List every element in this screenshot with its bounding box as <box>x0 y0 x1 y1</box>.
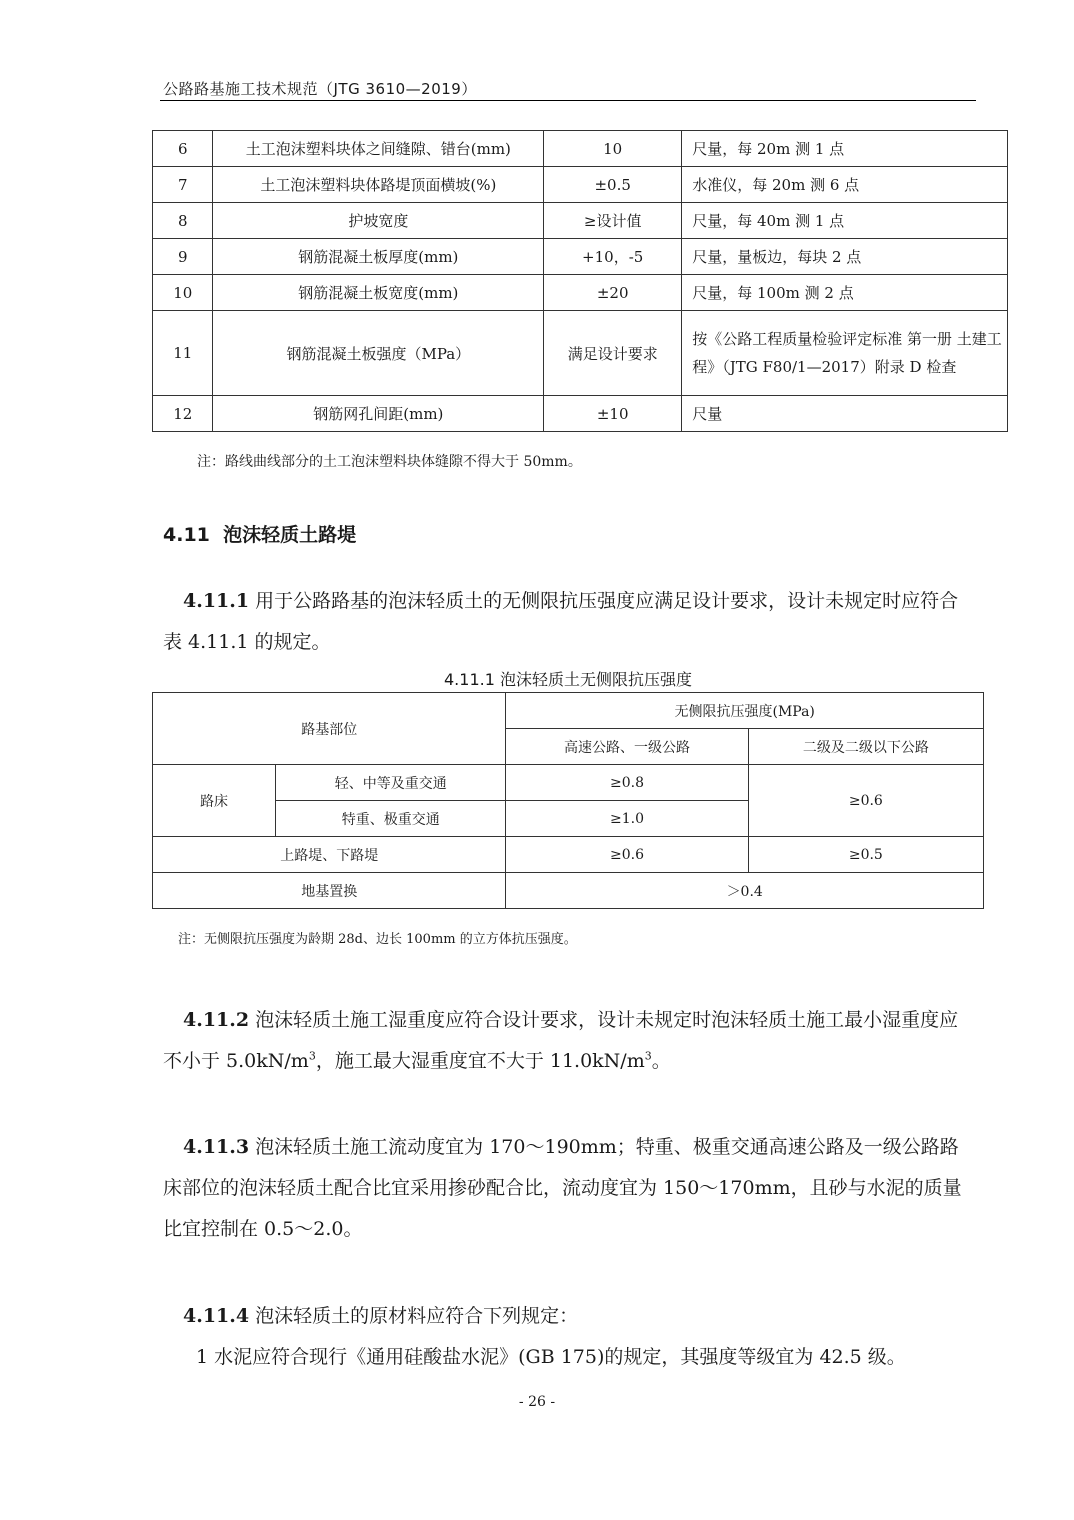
row-value: 满足设计要求 <box>544 311 682 396</box>
row-number: 12 <box>153 396 213 432</box>
cell-value: ≥1.0 <box>506 801 748 837</box>
row-method: 尺量 <box>682 396 1008 432</box>
header-strength: 无侧限抗压强度(MPa) <box>506 693 984 729</box>
page-number: - 26 - <box>518 1394 556 1410</box>
row-number: 6 <box>153 131 213 167</box>
superscript: 3 <box>644 1049 652 1063</box>
cell-roadbed: 路床 <box>153 765 276 837</box>
cell-heavy-traffic: 特重、极重交通 <box>276 801 506 837</box>
row-method: 尺量，量板边，每块 2 点 <box>682 239 1008 275</box>
row-value: ±20 <box>544 275 682 311</box>
row-item: 土工泡沫塑料块体之间缝隙、错台(mm) <box>213 131 544 167</box>
row-value: 10 <box>544 131 682 167</box>
clause-number: 4.11.2 <box>183 1009 250 1031</box>
cell-value: ≥0.8 <box>506 765 748 801</box>
table-row <box>153 203 1008 239</box>
row-item: 钢筋网孔间距(mm) <box>213 396 544 432</box>
table-row <box>153 131 1008 167</box>
row-value: +10，-5 <box>544 239 682 275</box>
cell-embankment: 上路堤、下路堤 <box>153 837 506 873</box>
clause-number: 4.11.3 <box>183 1136 250 1158</box>
superscript: 3 <box>308 1049 316 1063</box>
header-secondary: 二级及二级以下公路 <box>748 729 983 765</box>
section-number: 4.11 <box>163 524 210 546</box>
row-value: ±10 <box>544 396 682 432</box>
cell-value: ＞0.4 <box>506 873 984 909</box>
clause-text: 泡沫轻质土施工湿重度应符合设计要求，设计未规定时泡沫轻质土施工最小湿重度应不小于 5.0kN/m <box>163 1009 959 1072</box>
row-method: 尺量，每 100m 测 2 点 <box>682 275 1008 311</box>
row-number: 7 <box>153 167 213 203</box>
list-item: 1 水泥应符合现行《通用硅酸盐水泥》(GB 175)的规定，其强度等级宜为 42.5 级。 <box>196 1346 906 1368</box>
clause-4-11-2 <box>163 1000 973 1082</box>
clause-text: 。 <box>651 1050 671 1072</box>
row-number: 11 <box>153 311 213 396</box>
row-method: 按《公路工程质量检验评定标准 第一册 土建工程》（JTG F80/1—2017）附录 D 检查 <box>682 311 1008 396</box>
running-header: 公路路基施工技术规范（JTG 3610—2019） <box>163 80 477 98</box>
row-number: 10 <box>153 275 213 311</box>
cell-foundation: 地基置换 <box>153 873 506 909</box>
row-number: 9 <box>153 239 213 275</box>
clause-text: 泡沫轻质土施工流动度宜为 170～190mm；特重、极重交通高速公路及一级公路路床部位的泡沫轻质土配合比宜采用掺砂配合比，流动度宜为 150～170mm，且砂与水泥的质量比宜控制在 0.5～2.0。 <box>163 1136 962 1240</box>
table-row <box>153 396 1008 432</box>
clause-text: ，施工最大湿重度宜不大于 11.0kN/m <box>315 1050 645 1072</box>
clause-number: 4.11.4 <box>183 1305 250 1327</box>
table-note: 注：无侧限抗压强度为龄期 28d、边长 100mm 的立方体抗压强度。 <box>178 932 577 947</box>
row-value: ≥设计值 <box>544 203 682 239</box>
row-method: 尺量，每 20m 测 1 点 <box>682 131 1008 167</box>
cell-value: ≥0.5 <box>748 837 983 873</box>
row-method: 尺量，每 40m 测 1 点 <box>682 203 1008 239</box>
row-item: 护坡宽度 <box>213 203 544 239</box>
clause-4-11-4 <box>163 1296 973 1337</box>
clause-4-11-3 <box>163 1127 973 1250</box>
strength-table <box>152 692 984 909</box>
table-row <box>153 167 1008 203</box>
header-part: 路基部位 <box>153 693 506 765</box>
clause-text: 泡沫轻质土的原材料应符合下列规定： <box>255 1305 579 1327</box>
row-number: 8 <box>153 203 213 239</box>
header-rule <box>160 100 976 101</box>
inspection-table <box>152 130 1008 432</box>
clause-text: 用于公路路基的泡沫轻质土的无侧限抗压强度应满足设计要求，设计未规定时应符合表 4.11.1 的规定。 <box>163 590 959 653</box>
table-row <box>153 311 1008 396</box>
row-item: 钢筋混凝土板厚度(mm) <box>213 239 544 275</box>
table-caption: 4.11.1 泡沫轻质土无侧限抗压强度 <box>444 670 692 689</box>
cell-value: ≥0.6 <box>748 765 983 837</box>
row-method: 水准仪，每 20m 测 6 点 <box>682 167 1008 203</box>
clause-number: 4.11.1 <box>183 590 250 612</box>
cell-light-traffic: 轻、中等及重交通 <box>276 765 506 801</box>
row-item: 钢筋混凝土板宽度(mm) <box>213 275 544 311</box>
cell-value: ≥0.6 <box>506 837 748 873</box>
table-row <box>153 239 1008 275</box>
row-item: 钢筋混凝土板强度（MPa） <box>213 311 544 396</box>
header-highway: 高速公路、一级公路 <box>506 729 748 765</box>
clause-4-11-1 <box>163 581 973 663</box>
table-note: 注：路线曲线部分的土工泡沫塑料块体缝隙不得大于 50mm。 <box>197 454 582 470</box>
row-item: 土工泡沫塑料块体路堤顶面横坡(%) <box>213 167 544 203</box>
row-value: ±0.5 <box>544 167 682 203</box>
section-heading <box>163 520 356 547</box>
section-title: 泡沫轻质土路堤 <box>223 524 357 546</box>
table-row <box>153 275 1008 311</box>
